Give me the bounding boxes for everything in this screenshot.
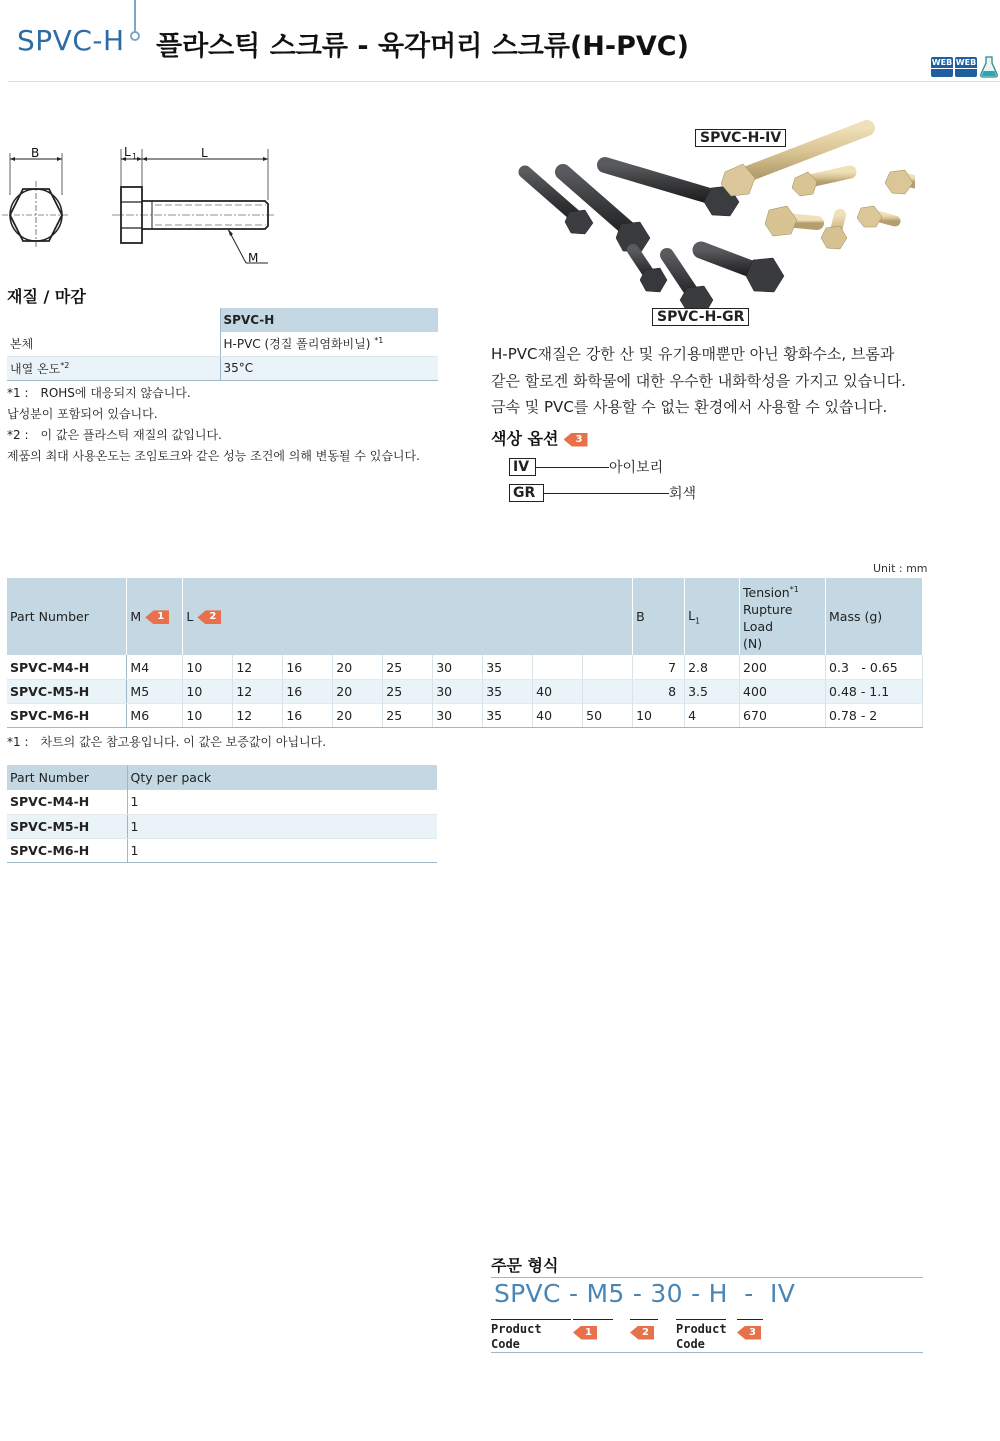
l-cell: 30: [433, 655, 483, 680]
l1-cell: 3.5: [685, 680, 740, 704]
mass-cell: 0.3 - 0.65: [826, 655, 923, 680]
l-cell: 10: [183, 655, 233, 680]
l-cell: [583, 680, 633, 704]
table-row: [7, 838, 437, 862]
material-row-value: H-PVC (경질 폴리염화비닐) $^{*1}$: [220, 332, 438, 356]
part-number-cell[interactable]: SPVC-M5-H: [7, 814, 127, 838]
order-divider-bottom: [491, 1352, 923, 1353]
b-cell: 7: [633, 655, 685, 680]
l-cell: 40: [533, 680, 583, 704]
web-badge-icon[interactable]: WEB: [931, 57, 953, 77]
table-row: [7, 680, 923, 704]
l-cell: 25: [383, 680, 433, 704]
dim-label-l: L: [201, 146, 208, 160]
header-connector-line: [134, 0, 136, 32]
l1-cell: 2.8: [685, 655, 740, 680]
l-cell: 10: [183, 680, 233, 704]
marker-2-icon: 2: [630, 1326, 654, 1340]
spec-table: [7, 578, 923, 728]
material-row-label: 본체: [7, 332, 220, 356]
l-cell: 12: [233, 704, 283, 728]
table-row: [7, 814, 437, 838]
qty-table: [7, 765, 437, 863]
dim-label-l1: L: [124, 145, 131, 159]
order-format-title: 주문 형식: [491, 1256, 559, 1275]
material-section-title: 재질 / 마감: [7, 287, 86, 306]
web-badge-icon[interactable]: WEB: [955, 57, 977, 77]
marker-2-icon: 2: [197, 610, 221, 624]
color-options-title: 색상 옵션 3: [491, 426, 588, 449]
table-row: [7, 655, 923, 680]
product-description: [491, 341, 906, 421]
l-cell: 50: [583, 704, 633, 728]
color-code-gr: GR: [509, 484, 544, 502]
l-cell: 12: [233, 680, 283, 704]
m-cell: M4: [127, 655, 183, 680]
material-row-value: 35°C: [220, 356, 438, 380]
dim-label-l1-subscript: 1: [132, 152, 138, 161]
unit-label: Unit : mm: [873, 562, 928, 575]
note-line: 납성분이 포함되어 있습니다.: [7, 407, 158, 421]
dim-label-b: B: [31, 146, 40, 160]
l-cell: 16: [283, 704, 333, 728]
tension-cell: 670: [740, 704, 826, 728]
tension-cell: 200: [740, 655, 826, 680]
material-table: [7, 308, 438, 381]
l-cell: 25: [383, 655, 433, 680]
marker-1-icon: 1: [145, 610, 169, 624]
description-line: 같은 할로겐 화학물에 대한 우수한 내화학성을 가지고 있습니다.: [491, 371, 906, 390]
col-header-l: L 2: [183, 578, 633, 655]
qty-cell: 1: [127, 814, 437, 838]
photo-label-iv: SPVC-H-IV: [695, 129, 786, 147]
tension-cell: 400: [740, 680, 826, 704]
order-label-product-code: Product Code: [491, 1319, 571, 1352]
col-header-qty: Qty per pack: [127, 765, 437, 790]
marker-3-icon: 3: [737, 1326, 761, 1340]
spec-table-note: *1 : 차트의 값은 참고용입니다. 이 값은 보증값이 아닙니다.: [7, 735, 327, 749]
l-cell: 10: [183, 704, 233, 728]
color-option-iv[interactable]: [509, 457, 663, 477]
material-row-label: 내열 온도$^{*2}$: [7, 356, 220, 380]
order-label-marker-3: [737, 1319, 763, 1341]
col-header-b: B: [633, 578, 685, 655]
part-number-cell[interactable]: SPVC-M4-H: [7, 655, 127, 680]
material-header-blank: [7, 308, 220, 332]
technical-drawing: [0, 135, 290, 275]
b-cell: 8: [633, 680, 685, 704]
order-label-product-code: Product Code: [676, 1319, 726, 1352]
description-line: 금속 및 PVC를 사용할 수 없는 환경에서 사용할 수 있씁니다.: [491, 398, 888, 416]
l-cell: 40: [533, 704, 583, 728]
l-cell: 35: [483, 680, 533, 704]
marker-3-icon: 3: [564, 433, 588, 447]
leader-line: [536, 467, 609, 468]
marker-1-icon: 1: [573, 1326, 597, 1340]
part-number-cell[interactable]: SPVC-M6-H: [7, 704, 127, 728]
note-line: 제품의 최대 사용온도는 조임토크와 같은 성능 조건에 의해 변동될 수 있습니다.: [7, 449, 420, 463]
color-name-iv: 아이보리: [609, 460, 664, 476]
product-photo: [505, 120, 915, 330]
qty-cell: 1: [127, 790, 437, 814]
dim-label-m: M: [248, 251, 259, 265]
l-cell: 35: [483, 704, 533, 728]
page-title: 플라스틱 스크류 - 육각머리 스크류(H-PVC): [156, 31, 689, 62]
table-row: [7, 790, 437, 814]
leader-line: [544, 493, 669, 494]
l-cell: 12: [233, 655, 283, 680]
mass-cell: 0.78 - 2: [826, 704, 923, 728]
l-cell: 30: [433, 680, 483, 704]
photo-label-gr: SPVC-H-GR: [652, 308, 749, 326]
col-header-m: M 1: [127, 578, 183, 655]
l-cell: 20: [333, 655, 383, 680]
color-code-iv: IV: [509, 458, 536, 476]
color-option-gr[interactable]: [509, 483, 696, 503]
col-header-part-number: Part Number: [7, 765, 127, 790]
order-label-marker-1: [573, 1319, 613, 1341]
table-row: [7, 356, 438, 380]
mass-cell: 0.48 - 1.1: [826, 680, 923, 704]
l-cell: 20: [333, 704, 383, 728]
table-row: [7, 704, 923, 728]
col-header-part-number: Part Number: [7, 578, 127, 655]
l1-cell: 4: [685, 704, 740, 728]
part-number-cell[interactable]: SPVC-M5-H: [7, 680, 127, 704]
l-cell: 16: [283, 680, 333, 704]
product-code-heading: SPVC-H: [17, 24, 125, 57]
header-connector-dot: [130, 31, 140, 41]
b-cell: 10: [633, 704, 685, 728]
m-cell: M5: [127, 680, 183, 704]
l-cell: [583, 655, 633, 680]
material-header-spvc-h: SPVC-H: [220, 308, 438, 332]
l-cell: 25: [383, 704, 433, 728]
col-header-l1: $L_1$: [685, 578, 740, 655]
header-divider: [8, 81, 1000, 82]
flask-icon: [980, 56, 998, 78]
col-header-tension: Tension$^{*1}$ Rupture Load (N): [740, 578, 826, 655]
note-line: *2 : 이 값은 플라스틱 재질의 값입니다.: [7, 428, 222, 442]
part-number-cell[interactable]: SPVC-M6-H: [7, 838, 127, 862]
color-name-gr: 회색: [669, 486, 697, 502]
material-notes: [7, 383, 420, 467]
order-example-code: SPVC - M5 - 30 - H - IV: [494, 1279, 796, 1308]
part-number-cell[interactable]: SPVC-M4-H: [7, 790, 127, 814]
order-divider-top: [491, 1277, 923, 1278]
order-label-marker-2: [630, 1319, 658, 1341]
col-header-mass: Mass (g): [826, 578, 923, 655]
l-cell: 30: [433, 704, 483, 728]
l-cell: [533, 655, 583, 680]
description-line: H-PVC재질은 강한 산 및 유기용매뿐만 아닌 황화수소, 브롬과: [491, 345, 895, 363]
qty-cell: 1: [127, 838, 437, 862]
note-line: *1 : ROHS에 대응되지 않습니다.: [7, 386, 191, 400]
table-row: [7, 332, 438, 356]
l-cell: 35: [483, 655, 533, 680]
m-cell: M6: [127, 704, 183, 728]
l-cell: 16: [283, 655, 333, 680]
l-cell: 20: [333, 680, 383, 704]
